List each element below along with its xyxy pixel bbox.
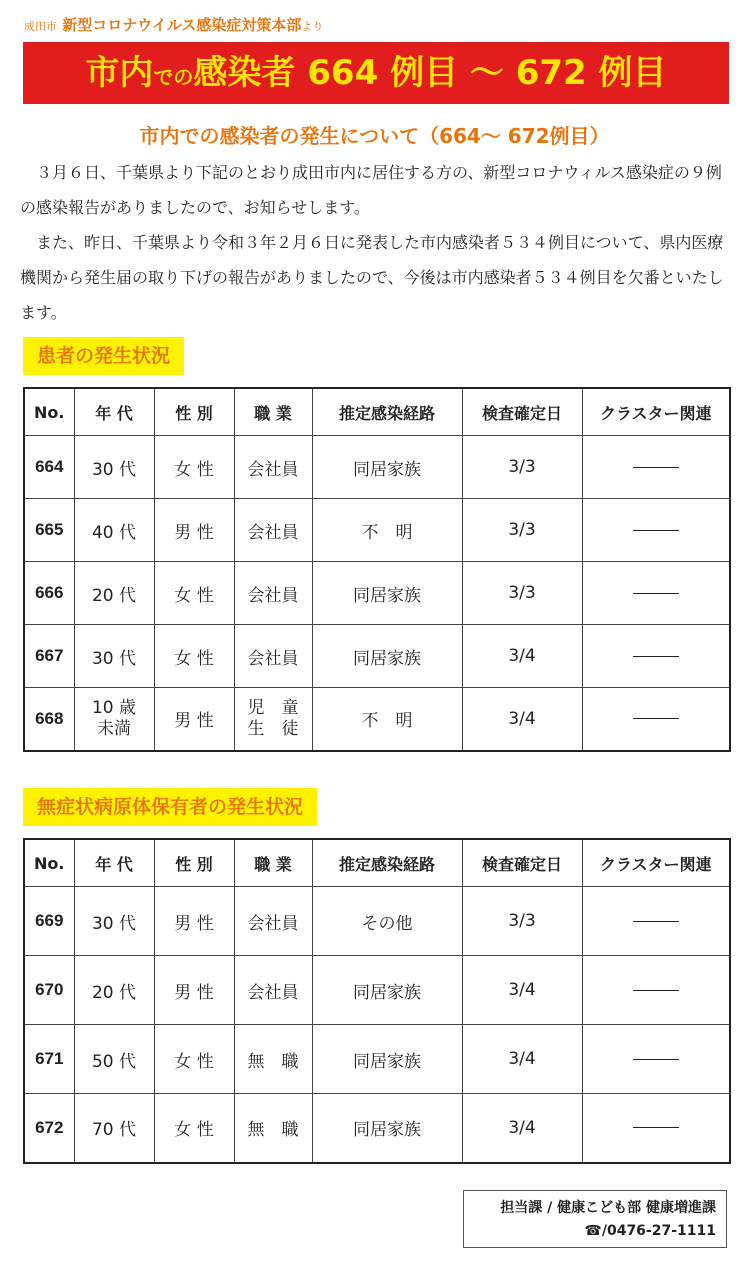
notice-paragraph-2: また、昨日、千葉県より令和３年２月６日に発表した市内感染者５３４例目について、県内医療機関から発生届の取り下げの報告がありましたので、今後は市内感染者５３４例目を欠番といたします。 bbox=[20, 233, 724, 322]
case-cluster bbox=[582, 1025, 730, 1094]
col-job: 職 業 bbox=[234, 839, 312, 887]
case-job: 会社員 bbox=[234, 562, 312, 625]
col-date: 検査確定日 bbox=[462, 388, 582, 436]
case-cluster bbox=[582, 887, 730, 956]
case-job-line1: 児 童 bbox=[247, 697, 299, 718]
case-cluster bbox=[582, 499, 730, 562]
case-job: 会社員 bbox=[234, 887, 312, 956]
title-banner bbox=[23, 42, 729, 104]
case-no: 667 bbox=[24, 625, 74, 688]
notice-paragraph-1: ３月６日、千葉県より下記のとおり成田市内に居住する方の、新型コロナウィルス感染症の９例の感染報告がありましたので、お知らせします。 bbox=[20, 163, 722, 217]
case-age: 40 代 bbox=[74, 499, 154, 562]
dash-mark bbox=[633, 656, 679, 657]
org-suffix: より bbox=[301, 20, 324, 33]
case-job bbox=[234, 688, 312, 751]
case-cluster bbox=[582, 436, 730, 499]
case-route: その他 bbox=[312, 887, 462, 956]
contact-phone-line bbox=[464, 1220, 716, 1243]
case-age: 30 代 bbox=[74, 625, 154, 688]
dash-mark bbox=[633, 1059, 679, 1060]
case-sex: 男 性 bbox=[154, 688, 234, 751]
contact-phone: /0476-27-1111 bbox=[601, 1223, 716, 1239]
case-route: 同居家族 bbox=[312, 1094, 462, 1163]
case-sex: 女 性 bbox=[154, 436, 234, 499]
col-age: 年 代 bbox=[74, 839, 154, 887]
banner-text-1: 市内 bbox=[85, 53, 154, 93]
col-age: 年 代 bbox=[74, 388, 154, 436]
table-row bbox=[24, 688, 730, 751]
case-no: 666 bbox=[24, 562, 74, 625]
case-sex: 男 性 bbox=[154, 887, 234, 956]
case-sex: 男 性 bbox=[154, 956, 234, 1025]
case-route: 不 明 bbox=[312, 688, 462, 751]
org-city: 成田市 bbox=[24, 20, 57, 33]
dash-mark bbox=[633, 921, 679, 922]
table-row bbox=[24, 956, 730, 1025]
subtitle: 市内での感染者の発生について（664〜 672例目） bbox=[139, 124, 610, 148]
case-job: 会社員 bbox=[234, 625, 312, 688]
case-cluster bbox=[582, 688, 730, 751]
col-cluster: クラスター関連 bbox=[582, 388, 730, 436]
case-cluster bbox=[582, 956, 730, 1025]
section-title-patients: 患者の発生状況 bbox=[23, 337, 184, 375]
case-cluster bbox=[582, 562, 730, 625]
table-header-row bbox=[24, 839, 730, 887]
contact-box bbox=[463, 1190, 727, 1248]
section-title-asymptomatic: 無症状病原体保有者の発生状況 bbox=[23, 788, 317, 826]
case-sex: 女 性 bbox=[154, 1025, 234, 1094]
col-no: No. bbox=[24, 839, 74, 887]
case-date: 3/3 bbox=[462, 436, 582, 499]
case-age: 30 代 bbox=[74, 887, 154, 956]
col-job: 職 業 bbox=[234, 388, 312, 436]
case-cluster bbox=[582, 1094, 730, 1163]
case-route: 同居家族 bbox=[312, 625, 462, 688]
case-age-line2: 未満 bbox=[96, 718, 131, 739]
case-no: 665 bbox=[24, 499, 74, 562]
banner-text-2: での bbox=[153, 65, 194, 89]
table-row bbox=[24, 887, 730, 956]
case-route: 不 明 bbox=[312, 499, 462, 562]
case-age: 20 代 bbox=[74, 562, 154, 625]
case-date: 3/3 bbox=[462, 887, 582, 956]
case-date: 3/4 bbox=[462, 688, 582, 751]
case-date: 3/4 bbox=[462, 956, 582, 1025]
col-date: 検査確定日 bbox=[462, 839, 582, 887]
case-date: 3/3 bbox=[462, 499, 582, 562]
case-job: 会社員 bbox=[234, 956, 312, 1025]
case-job-line2: 生 徒 bbox=[247, 718, 299, 739]
case-age: 20 代 bbox=[74, 956, 154, 1025]
case-no: 669 bbox=[24, 887, 74, 956]
case-no: 672 bbox=[24, 1094, 74, 1163]
col-cluster: クラスター関連 bbox=[582, 839, 730, 887]
dash-mark bbox=[633, 593, 679, 594]
case-no: 664 bbox=[24, 436, 74, 499]
case-date: 3/4 bbox=[462, 1094, 582, 1163]
dash-mark bbox=[633, 990, 679, 991]
case-sex: 女 性 bbox=[154, 562, 234, 625]
org-header bbox=[24, 14, 323, 35]
table-row bbox=[24, 436, 730, 499]
case-job: 無 職 bbox=[234, 1025, 312, 1094]
table-row bbox=[24, 625, 730, 688]
case-route: 同居家族 bbox=[312, 562, 462, 625]
case-age-line1: 10 歳 bbox=[91, 697, 137, 718]
col-route: 推定感染経路 bbox=[312, 388, 462, 436]
case-sex: 女 性 bbox=[154, 625, 234, 688]
case-date: 3/3 bbox=[462, 562, 582, 625]
table-row bbox=[24, 562, 730, 625]
case-job: 無 職 bbox=[234, 1094, 312, 1163]
case-date: 3/4 bbox=[462, 1025, 582, 1094]
table-row bbox=[24, 1025, 730, 1094]
banner-text-3: 感染者 664 例目 〜 672 例目 bbox=[193, 53, 667, 93]
case-route: 同居家族 bbox=[312, 436, 462, 499]
case-job: 会社員 bbox=[234, 436, 312, 499]
case-job: 会社員 bbox=[234, 499, 312, 562]
dash-mark bbox=[633, 467, 679, 468]
table-header-row bbox=[24, 388, 730, 436]
case-no: 668 bbox=[24, 688, 74, 751]
case-no: 670 bbox=[24, 956, 74, 1025]
col-sex: 性 別 bbox=[154, 388, 234, 436]
case-sex: 女 性 bbox=[154, 1094, 234, 1163]
case-sex: 男 性 bbox=[154, 499, 234, 562]
patients-table bbox=[23, 387, 731, 752]
case-age: 30 代 bbox=[74, 436, 154, 499]
asymptomatic-table bbox=[23, 838, 731, 1164]
phone-icon: ☎ bbox=[584, 1223, 602, 1239]
col-no: No. bbox=[24, 388, 74, 436]
dash-mark bbox=[633, 530, 679, 531]
dash-mark bbox=[633, 1127, 679, 1128]
case-route: 同居家族 bbox=[312, 1025, 462, 1094]
table-row bbox=[24, 1094, 730, 1163]
dash-mark bbox=[633, 718, 679, 719]
case-route: 同居家族 bbox=[312, 956, 462, 1025]
col-sex: 性 別 bbox=[154, 839, 234, 887]
table-row bbox=[24, 499, 730, 562]
contact-dept: 担当課 / 健康こども部 健康増進課 bbox=[500, 1200, 716, 1216]
case-age: 50 代 bbox=[74, 1025, 154, 1094]
case-no: 671 bbox=[24, 1025, 74, 1094]
org-name: 新型コロナウイルス感染症対策本部 bbox=[62, 16, 302, 34]
case-age bbox=[74, 688, 154, 751]
case-cluster bbox=[582, 625, 730, 688]
col-route: 推定感染経路 bbox=[312, 839, 462, 887]
case-date: 3/4 bbox=[462, 625, 582, 688]
case-age: 70 代 bbox=[74, 1094, 154, 1163]
